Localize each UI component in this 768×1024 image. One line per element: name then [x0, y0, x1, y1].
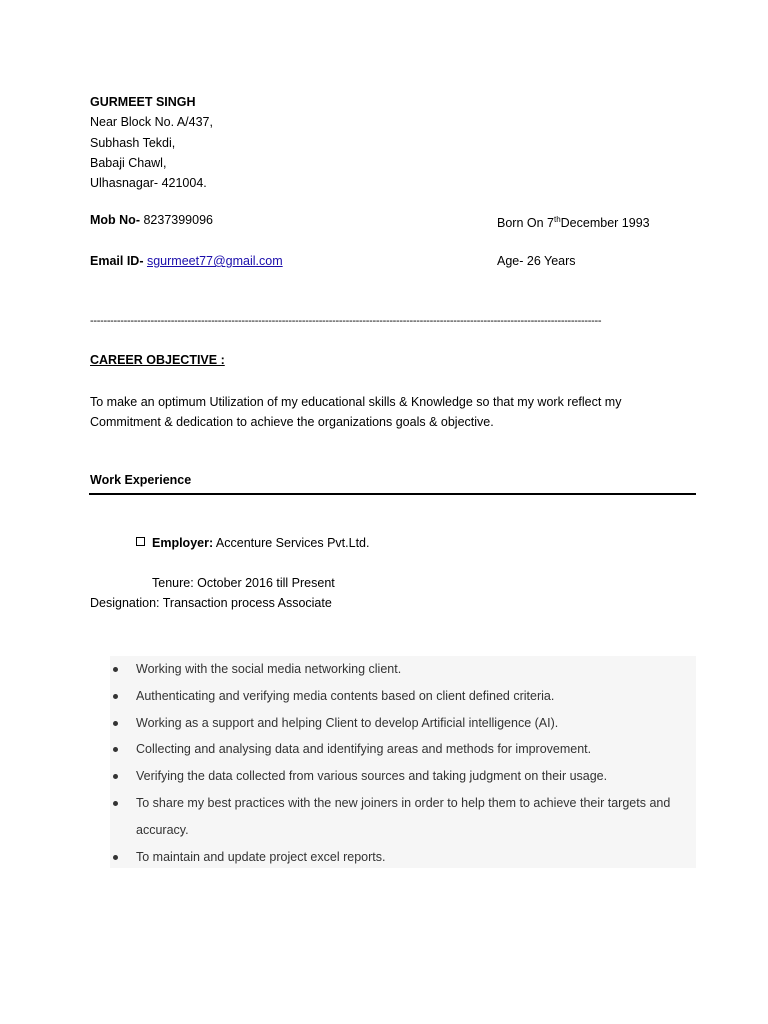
born-suffix: December 1993 [560, 216, 650, 231]
email-label: Email ID- [90, 254, 144, 268]
career-objective-text [90, 392, 690, 432]
checkbox-icon [136, 537, 145, 546]
list-item-text: To maintain and update project excel reports. [136, 849, 386, 864]
work-experience-heading: Work Experience [90, 473, 192, 487]
mobile-value: 8237399096 [139, 213, 213, 227]
list-item [110, 790, 696, 844]
address-block [90, 92, 213, 193]
address-line: Near Block No. A/437, [90, 115, 213, 130]
born-prefix: Born On 7 [497, 216, 554, 231]
list-item [110, 710, 696, 737]
mobile-label: Mob No- [90, 213, 140, 227]
list-item-text: Working with the social media networking client. [136, 662, 402, 676]
birth-date [497, 212, 650, 231]
bullet-icon [113, 747, 118, 752]
objective-line: To make an optimum Utilization of my educational skills & Knowledge so that my work reflect my [90, 395, 622, 409]
list-item [110, 656, 696, 683]
list-item-text: To share my best practices with the new joiners in order to help them to achieve their targets and accuracy. [136, 795, 671, 837]
career-objective-heading: CAREER OBJECTIVE : [90, 353, 225, 367]
candidate-name: GURMEET SINGH [90, 95, 196, 109]
list-item-text: Verifying the data collected from various sources and taking judgment on their usage. [136, 769, 608, 784]
age: Age- 26 Years [497, 254, 576, 268]
employer [152, 535, 369, 551]
list-item [110, 736, 696, 763]
bullet-icon [113, 667, 118, 672]
responsibilities-list [110, 656, 696, 870]
responsibilities-box [110, 656, 696, 868]
bullet-icon [113, 721, 118, 726]
list-item [110, 763, 696, 790]
bullet-icon [113, 694, 118, 699]
section-rule [89, 493, 696, 495]
address-line: Babaji Chawl, [90, 155, 167, 170]
born-sup: th [553, 215, 561, 224]
email [90, 253, 283, 269]
list-item [110, 683, 696, 710]
employer-value: Accenture Services Pvt.Ltd. [213, 536, 370, 550]
designation: Designation: Transaction process Associate [90, 596, 332, 610]
mobile-number [90, 212, 213, 228]
tenure: Tenure: October 2016 till Present [152, 576, 335, 590]
separator-line: -------------------------------------------------------------------------------------------------------------------------------------------------------- [90, 315, 602, 327]
email-link[interactable]: sgurmeet77@gmail.com [146, 254, 283, 268]
bullet-icon [113, 801, 118, 806]
list-item-text: Working as a support and helping Client to develop Artificial intelligence (AI). [136, 715, 559, 730]
address-line: Ulhasnagar- 421004. [90, 176, 207, 191]
objective-line: Commitment & dedication to achieve the organizations goals & objective. [90, 415, 494, 429]
list-item-text: Authenticating and verifying media contents based on client defined criteria. [136, 688, 555, 703]
address-line: Subhash Tekdi, [90, 135, 176, 150]
bullet-icon [113, 855, 118, 860]
list-item [110, 844, 696, 871]
bullet-icon [113, 774, 118, 779]
employer-label: Employer: [152, 536, 214, 550]
list-item-text: Collecting and analysing data and identifying areas and methods for improvement. [136, 742, 592, 757]
